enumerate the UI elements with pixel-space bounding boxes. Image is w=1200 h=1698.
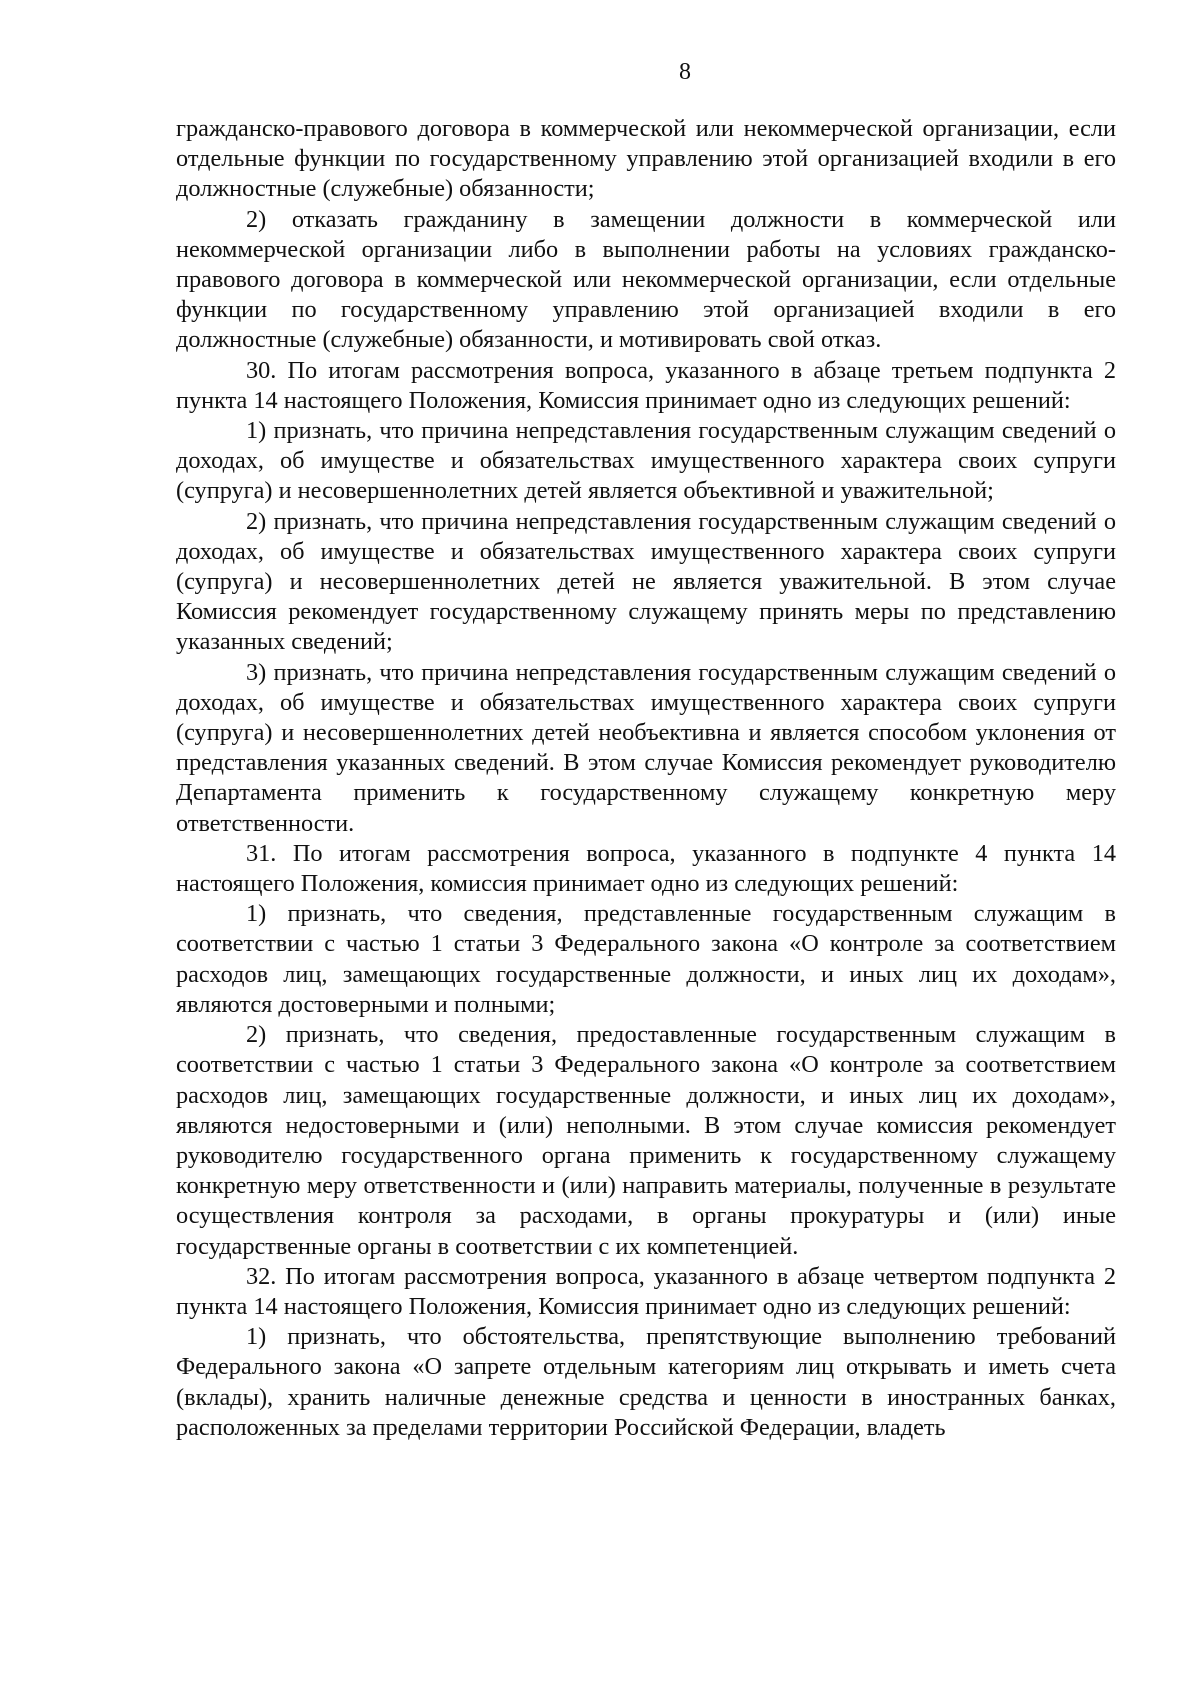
page-number: 8: [679, 59, 691, 85]
paragraph: 31. По итогам рассмотрения вопроса, указанного в подпункте 4 пункта 14 настоящего Положения, комиссия принимает одно из следующих решений:: [176, 839, 1116, 898]
paragraph: 30. По итогам рассмотрения вопроса, указанного в абзаце третьем подпункта 2 пункта 14 настоящего Положения, Комиссия принимает одно из следующих решений:: [176, 356, 1116, 414]
paragraph: гражданско-правового договора в коммерческой или некоммерческой организации, если отдельные функции по государственному управлению этой организацией входили в его должностные (служебные) обязанности;: [176, 115, 1116, 203]
paragraph: 2) отказать гражданину в замещении должности в коммерческой или некоммерческой организации либо в выполнении работы на условиях гражданско-правового договора в коммерческой или некоммерческой организации, если отдельные функции по государственному управлению этой организацией входили в его должностные (служебные) обязанности, и мотивировать свой отказ.: [176, 205, 1116, 354]
paragraph: 3) признать, что причина непредставления государственным служащим сведений о доходах, об имуществе и обязательствах имущественного характера своих супруги (супруга) и несовершеннолетних детей необъективна и является способом уклонения от представления указанных сведений. В этом случае Комиссия рекомендует руководителю Департамента применить к государственному служащему конкретную меру ответственности.: [176, 658, 1116, 837]
document-body: [176, 114, 1116, 1443]
paragraph: 32. По итогам рассмотрения вопроса, указанного в абзаце четвертом подпункта 2 пункта 14 настоящего Положения, Комиссия принимает одно из следующих решений:: [176, 1262, 1116, 1320]
paragraph: 2) признать, что сведения, предоставленные государственным служащим в соответствии с частью 1 статьи 3 Федерального закона «О контроле за соответствием расходов лиц, замещающих государственные должности, и иных лиц их доходам», являются недостоверными и (или) неполными. В этом случае комиссия рекомендует руководителю государственного органа применить к государственному служащему конкретную меру ответственности и (или) направить материалы, полученные в результате осуществления контроля за расходами, в органы прокуратуры и (или) иные государственные органы в соответствии с их компетенцией.: [176, 1021, 1116, 1260]
paragraph: 2) признать, что причина непредставления государственным служащим сведений о доходах, об имуществе и обязательствах имущественного характера своих супруги (супруга) и несовершеннолетних детей не является уважительной. В этом случае Комиссия рекомендует государственному служащему принять меры по представлению указанных сведений;: [176, 507, 1116, 656]
paragraph: 1) признать, что обстоятельства, препятствующие выполнению требований Федерального закона «О запрете отдельным категориям лиц открывать и иметь счета (вклады), хранить наличные денежные средства и ценности в иностранных банках, расположенных за пределами территории Российской Федерации, владеть: [176, 1323, 1116, 1441]
paragraph: 1) признать, что сведения, представленные государственным служащим в соответствии с частью 1 статьи 3 Федерального закона «О контроле за соответствием расходов лиц, замещающих государственные должности, и иных лиц их доходам», являются достоверными и полными;: [176, 900, 1116, 1018]
paragraph: 1) признать, что причина непредставления государственным служащим сведений о доходах, об имуществе и обязательствах имущественного характера своих супруги (супруга) и несовершеннолетних детей является объективной и уважительной;: [176, 417, 1116, 505]
